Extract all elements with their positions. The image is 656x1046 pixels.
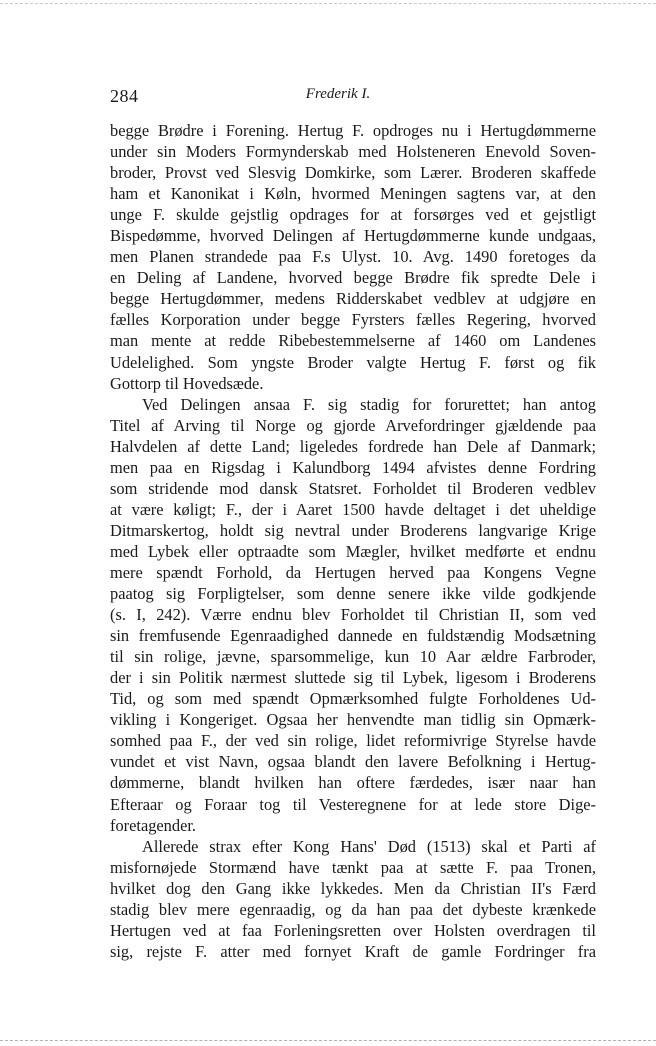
text-line: paatog sig Forpligtelser, som denne senere ikke vilde godkjende [110,584,596,604]
text-line: Allerede strax efter Kong Hans' Død (1513) skal et Parti af [142,836,596,856]
text-line: hvilket dog den Gang ikke lykkedes. Men da Christian II's Færd [110,878,596,898]
text-line: men Planen strandede paa F.s Ulyst. 10. Avg. 1490 foretoges da [110,247,596,267]
text-line: stadig blev mere egenraadig, og da han paa det dybeste krænkede [110,899,596,919]
text-line: (s. I, 242). Værre endnu blev Forholdet til Christian II, som ved [110,605,596,625]
text-line: der i sin Politik nærmest sluttede sig til Lybek, ligesom i Broderens [110,668,596,688]
text-line: under sin Moders Formynderskab med Holsteneren Enevold Soven- [110,142,596,162]
text-line: Udelelighed. Som yngste Broder valgte Hertug F. først og fik [110,352,596,372]
text-line: Ditmarskertog, holdt sig nevtral under Broderens langvarige Krige [110,520,596,540]
text-line: Ved Delingen ansaa F. sig stadig for forurettet; han antog [142,394,596,414]
text-line: at være køligt; F., der i Aaret 1500 havde deltaget i det uheldige [110,499,596,519]
text-line: sin fremfusende Egenraadighed dannede en fuldstændig Modsætning [110,626,596,646]
text-line: som stridende mod dansk Statsret. Forholdet til Broderen vedblev [110,478,596,498]
text-line: en Deling af Landene, hvorved begge Brødre fik spredte Dele i [110,268,596,288]
text-line: begge Brødre i Forening. Hertug F. opdroges nu i Hertugdømmerne [110,121,596,140]
text-line: Hertugen ved at faa Forleningsretten over Holsten overdragen til [110,920,596,940]
text-line: dømmerne, blandt hvilken han oftere færdedes, især naar han [110,773,596,793]
text-line: vikling i Kongeriget. Ogsaa her henvendte man tidlig sin Opmærk- [110,710,596,730]
text-line: somhed paa F., der ved sin rolige, lidet reformivrige Styrelse havde [110,731,596,751]
page-number: 284 [110,86,139,106]
text-line: vundet et vist Navn, ogsaa blandt den lavere Befolkning i Hertug- [110,752,596,772]
text-line: Halvdelen af dette Land; ligeledes fordrede han Dele af Danmark; [110,436,596,456]
text-line: misfornøjede Stormænd have tænkt paa at sætte F. paa Tronen, [110,857,596,877]
text-line: til sin rolige, jævne, sparsommelige, kun 10 Aar ældre Farbroder, [110,647,596,667]
text-line: Bispedømme, hvorved Delingen af Hertugdømmerne kunde undgaas, [110,226,596,246]
text-line: mere spændt Forhold, da Hertugen herved paa Kongens Vegne [110,562,596,582]
text-line: foretagender. [110,815,197,835]
top-scan-edge [0,3,656,4]
text-line: Tid, og som med spændt Opmærksomhed fulgte Forholdenes Ud- [110,689,596,709]
running-title: Frederik I. [305,86,371,102]
bottom-scan-edge [0,1040,656,1041]
text-line: ham et Kanonikat i Køln, hvormed Meningen sagtens var, at den [110,184,596,204]
text-line: unge F. skulde gejstlig opdrages for at forsørges ved et gejstligt [110,205,596,225]
body-text [110,120,596,962]
text-line: man mente at redde Ribebestemmelserne af 1460 om Landenes [110,331,596,351]
text-line: broder, Provst ved Slesvig Domkirke, som Lærer. Broderen skaffede [110,163,596,183]
text-line: fælles Korporation under begge Fyrsters fælles Regering, hvorved [110,310,596,330]
text-line: sig, rejste F. atter med fornyet Kraft de gamle Fordringer fra [110,941,596,961]
text-line: Efteraar og Foraar tog til Vesteregnene for at lede store Dige- [110,794,596,814]
text-line: men paa en Rigsdag i Kalundborg 1494 afvistes denne Fordring [110,457,596,477]
text-line: Titel af Arving til Norge og gjorde Arvefordringer gjældende paa [110,415,596,435]
text-line: begge Hertugdømmer, medens Ridderskabet vedblev at udgjøre en [110,289,596,309]
text-line: Gottorp til Hovedsæde. [110,373,264,393]
text-line: med Lybek eller optraadte som Mægler, hvilket medførte et endnu [110,541,596,561]
